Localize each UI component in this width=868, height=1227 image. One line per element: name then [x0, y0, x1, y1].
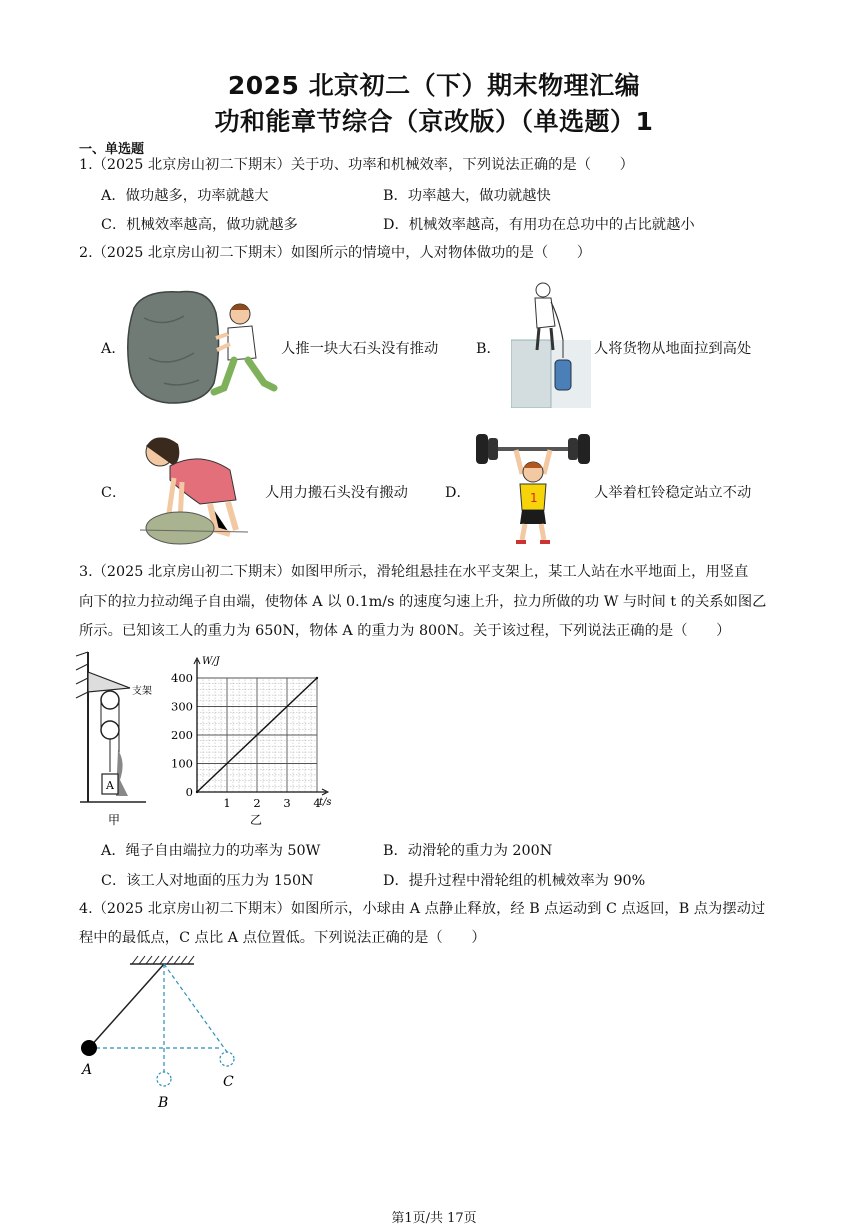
- point-b-label: B: [158, 1095, 169, 1111]
- man-pulling-cargo-icon: [511, 278, 591, 408]
- q2-option-d-letter: D．: [445, 485, 471, 501]
- q3-stem-line1: 3.（2025 北京房山初二下期末）如图甲所示，滑轮组悬挂在水平支架上，某工人站在水平地面上，用竖直: [79, 564, 749, 580]
- y-tick-label: 0: [185, 785, 193, 799]
- q4-stem-line2: 程中的最低点，C 点比 A 点位置低。下列说法正确的是（ ）: [79, 930, 486, 946]
- y-tick-label: 100: [171, 756, 193, 771]
- q3-option-d: D．提升过程中滑轮组的机械效率为 90%: [383, 873, 646, 889]
- q3-stem-line2: 向下的拉力拉动绳子自由端，使物体 A 以 0.1m/s 的速度匀速上升，拉力所做的功 W 与时间 t 的关系如图乙: [79, 594, 767, 610]
- q4-stem-line1: 4.（2025 北京房山初二下期末）如图所示，小球由 A 点静止释放，经 B 点运动到 C 点返回，B 点为摆动过: [79, 901, 766, 917]
- q3-option-b: B．动滑轮的重力为 200N: [383, 843, 553, 859]
- graph-x-axis-label: t/s: [319, 797, 332, 808]
- q2-option-c-letter: C．: [101, 485, 127, 501]
- x-tick-label: 2: [253, 796, 261, 810]
- q2-option-b-letter: B．: [476, 341, 501, 357]
- q1-option-b: B．功率越大，做功就越快: [383, 188, 551, 204]
- work-time-graph: [168, 650, 343, 830]
- woman-lifting-stone-icon: [120, 430, 252, 548]
- page-footer: 第1页/共 17页: [391, 1211, 477, 1226]
- y-tick-label: 300: [171, 699, 193, 714]
- bracket-label: 支架: [132, 686, 152, 697]
- pendulum-figure: [72, 952, 252, 1112]
- q3-option-a: A．绳子自由端拉力的功率为 50W: [101, 843, 321, 859]
- q1-option-a: A．做功越多，功率就越大: [101, 188, 269, 204]
- graph-y-axis-label: W/J: [202, 656, 220, 667]
- document-title-line2: 功和能章节综合（京改版）（单选题）1: [214, 107, 654, 136]
- x-tick-label: 1: [223, 796, 231, 810]
- q1-stem: 1.（2025 北京房山初二下期末）关于功、功率和机械效率，下列说法正确的是（ ）: [79, 157, 634, 173]
- y-tick-label: 400: [171, 671, 193, 685]
- point-c-label: C: [223, 1074, 234, 1090]
- q2-stem: 2.（2025 北京房山初二下期末）如图所示的情境中，人对物体做功的是（ ）: [79, 245, 592, 261]
- block-a-label: A: [106, 779, 114, 792]
- document-title-line1: 2025 北京初二（下）期末物理汇编: [227, 71, 641, 100]
- x-tick-label: 4: [313, 796, 321, 810]
- q2-option-a-letter: A．: [101, 341, 126, 357]
- section-heading: 一、单选题: [79, 142, 145, 157]
- man-pushing-rock-icon: [124, 288, 282, 406]
- q2-option-d-caption: 人举着杠铃稳定站立不动: [594, 485, 752, 501]
- q2-option-b-caption: 人将货物从地面拉到高处: [594, 341, 752, 357]
- pulley-system-figure: [72, 650, 162, 830]
- figure-jia-label: 甲: [108, 813, 121, 827]
- data-point: [196, 791, 198, 793]
- y-tick-label: 200: [171, 728, 193, 742]
- q1-option-c: C．机械效率越高，做功就越多: [101, 217, 298, 233]
- man-holding-barbell-icon: [472, 430, 594, 548]
- figure-yi-label: 乙: [250, 813, 263, 827]
- x-tick-label: 3: [283, 796, 291, 810]
- q3-option-c: C．该工人对地面的压力为 150N: [101, 873, 314, 889]
- q2-option-c-caption: 人用力搬石头没有搬动: [265, 485, 408, 501]
- q1-option-d: D．机械效率越高，有用功在总功中的占比就越小: [383, 217, 695, 233]
- q3-stem-line3: 所示。已知该工人的重力为 650N，物体 A 的重力为 800N。关于该过程，下列说法正确的是（ ）: [79, 623, 731, 639]
- svg-text:1: 1: [530, 491, 538, 505]
- data-point: [316, 677, 318, 679]
- ball-at-a: [81, 1040, 97, 1056]
- q2-option-a-caption: 人推一块大石头没有推动: [281, 341, 439, 357]
- point-a-label: A: [82, 1062, 93, 1078]
